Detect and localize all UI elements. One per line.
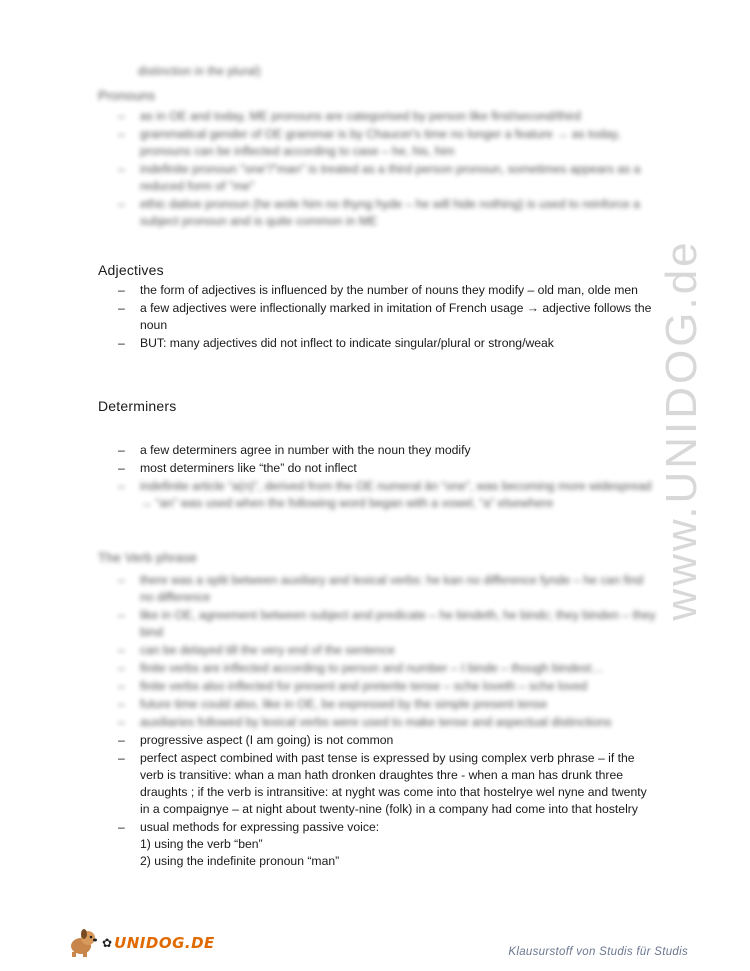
- list-item: – as in OE and today, ME pronouns are categorised by person like first/second/third: [118, 109, 581, 123]
- footer-tagline: Klausurstoff von Studis für Studis: [508, 946, 688, 958]
- list-item: – finite verbs are inflected according to person and number – I binde – though bindest…: [118, 661, 604, 675]
- list-item: – perfect aspect combined with past tense is expressed by using complex verb phrase – if the verb is transitive: whan a man hath dronken draughtes thre - when a man has drunk three draughts ; if the verb is intransitive: at nyght was come into that hostelrye wel nyne and twenty in a compaignye – at night about twenty-nine (folk) in a company had come into that hostelry: [118, 751, 647, 816]
- passive-method-2: 2) using the indefinite pronoun “man”: [140, 854, 340, 868]
- pronouns-list: [118, 108, 658, 231]
- paw-icon: ✿: [102, 936, 113, 950]
- list-item: – can be delayed till the very end of the sentence: [118, 643, 395, 657]
- logo-text: UNIDOG.DE: [114, 934, 215, 952]
- list-item: – indefinite pronoun "one"/"man" is treated as a third person pronoun, sometimes appears as a reduced form of "me": [118, 162, 641, 193]
- list-item: – future time could also, like in OE, be expressed by the simple present tense: [118, 697, 548, 711]
- list-item: – a few adjectives were inflectionally marked in imitation of French usage → adjective follows the noun: [118, 301, 652, 332]
- list-item: – ethic dative pronoun (he wole him no thyng hyde – he will hide nothing) is used to reinforce a subject pronoun and is quite common in ME: [118, 197, 640, 228]
- verb-phrase-heading: The Verb phrase: [98, 550, 198, 565]
- passive-method-1: 1) using the verb “ben”: [140, 837, 263, 851]
- list-item: – auxiliaries followed by lexical verbs were used to make tense and aspectual distinctions: [118, 715, 612, 729]
- list-item: – like in OE, agreement between subject and predicate – he bindeth, he bindс; they binden – they bind: [118, 608, 656, 639]
- list-item: – usual methods for expressing passive voice: 1) using the verb “ben” 2) using the indefinite pronoun “man”: [118, 819, 658, 870]
- list-item: – indefinite article “a(n)”, derived from the OE numeral ān “one”, was becoming more widespread → “an” was used when the following word began with a vowel, “a” elsewhere: [118, 479, 652, 510]
- top-fragment: distinction in the plural): [138, 66, 261, 78]
- list-item: – most determiners like “the” do not inflect: [118, 461, 357, 475]
- verb-phrase-list: [118, 732, 658, 871]
- unidog-logo: [66, 928, 215, 958]
- determiners-heading: Determiners: [98, 398, 177, 414]
- list-item: – there was a split between auxiliary and lexical verbs: he kan no difference fynde – he can find no difference: [118, 573, 644, 604]
- adjectives-heading: Adjectives: [98, 262, 164, 278]
- dog-icon: [66, 928, 100, 958]
- list-item: – BUT: many adjectives did not inflect to indicate singular/plural or strong/weak: [118, 336, 554, 350]
- list-item: – progressive aspect (I am going) is not common: [118, 733, 394, 747]
- watermark: www.UNIDOG.de: [657, 239, 706, 621]
- verb-phrase-blurred-list: [118, 572, 658, 732]
- pronouns-heading: Pronouns: [98, 88, 156, 103]
- determiners-list: [118, 442, 658, 513]
- list-item: – a few determiners agree in number with the noun they modify: [118, 443, 471, 457]
- list-item: – the form of adjectives is influenced by the number of nouns they modify – old man, olde men: [118, 283, 638, 297]
- list-item: – finite verbs also inflected for present and preterite tense – sche loveth – sche loved: [118, 679, 588, 693]
- adjectives-list: [118, 282, 658, 353]
- list-item: – grammatical gender of OE grammar is by Chaucer's time no longer a feature → as today, pronouns can be inflected according to case – he, his, him: [118, 127, 621, 158]
